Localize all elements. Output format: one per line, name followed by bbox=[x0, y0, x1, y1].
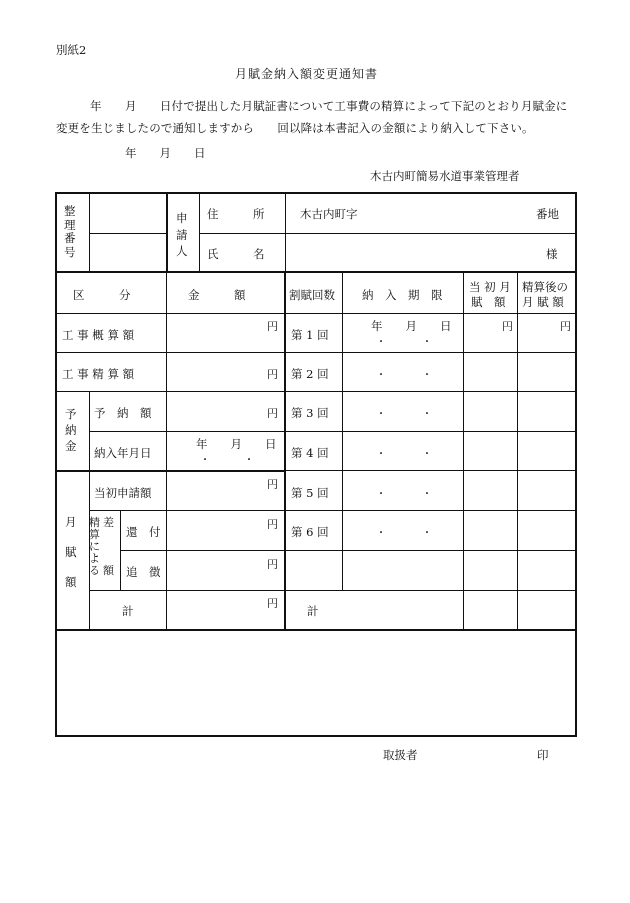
reference-number-label: 整 理 番 号 bbox=[64, 204, 76, 259]
header-installment-count: 割賦回数 bbox=[289, 288, 335, 302]
issuer-name: 木古内町簡易水道事業管理者 bbox=[370, 169, 520, 183]
address-suffix: 番地 bbox=[536, 207, 559, 221]
row-estimate-label: 工 事 概 算 額 bbox=[62, 328, 135, 342]
installment-5: 第 5 回 bbox=[291, 486, 329, 500]
header-initial-monthly-1: 当 初 月 bbox=[469, 280, 511, 294]
row-additional-label: 追 徴 bbox=[126, 565, 161, 579]
date-dot: ・ bbox=[422, 409, 432, 420]
header-amount: 金 額 bbox=[188, 288, 246, 302]
date-dot: ・ bbox=[422, 449, 432, 460]
date-dot: ・ bbox=[376, 489, 386, 500]
applicant-label: 申 請 人 bbox=[176, 211, 188, 259]
installment-6: 第 6 回 bbox=[291, 525, 329, 539]
row-settled-label: 工 事 精 算 額 bbox=[62, 367, 135, 381]
date-dot: ・ bbox=[422, 528, 432, 539]
body-paragraph-line1: 年 月 日付で提出した月賦証書について工事費の精算によって下記のとおり月賦金に bbox=[90, 99, 568, 113]
date-dot: ・ bbox=[200, 455, 210, 466]
yen-unit: 円 bbox=[267, 558, 278, 571]
header-initial-monthly-2: 賦 額 bbox=[471, 295, 506, 309]
installment-total: 計 bbox=[307, 604, 319, 618]
header-category: 区 分 bbox=[73, 288, 131, 302]
date-dot: ・ bbox=[422, 337, 432, 348]
yen-unit: 円 bbox=[267, 597, 278, 610]
name-suffix: 様 bbox=[546, 247, 558, 261]
row-payment-date-label: 納入年月日 bbox=[94, 446, 152, 460]
header-after-settle-1: 精算後の bbox=[522, 280, 568, 294]
yen-unit: 円 bbox=[267, 320, 278, 333]
date-dot: ・ bbox=[422, 370, 432, 381]
address-label: 住 所 bbox=[207, 207, 265, 221]
yen-unit: 円 bbox=[560, 320, 571, 333]
date-dot: ・ bbox=[376, 449, 386, 460]
payment-date-placeholder: 年 月 日 bbox=[196, 437, 277, 451]
row-refund-label: 還 付 bbox=[126, 525, 161, 539]
yen-unit: 円 bbox=[267, 518, 278, 531]
installment-3: 第 3 回 bbox=[291, 406, 329, 420]
date-dot: ・ bbox=[376, 337, 386, 348]
installment-1: 第 1 回 bbox=[291, 328, 329, 342]
due-date-placeholder: 年 月 日 bbox=[371, 319, 452, 333]
attachment-label: 別紙2 bbox=[56, 43, 87, 57]
yen-unit: 円 bbox=[267, 407, 278, 420]
installment-4: 第 4 回 bbox=[291, 446, 329, 460]
prepaid-group-label: 予 納 金 bbox=[65, 407, 77, 454]
yen-unit: 円 bbox=[267, 478, 278, 491]
row-total-label: 計 bbox=[122, 604, 134, 618]
diff-group-label-col2: 差 額 bbox=[103, 516, 114, 578]
row-prepaid-amount-label: 予 納 額 bbox=[94, 406, 152, 420]
date-dot: ・ bbox=[422, 489, 432, 500]
yen-unit: 円 bbox=[502, 320, 513, 333]
body-paragraph-line2: 変更を生じましたので通知しますから 回以降は本書記入の金額により納入して下さい。 bbox=[56, 121, 534, 135]
header-after-settle-2: 月 賦 額 bbox=[522, 295, 564, 309]
header-payment-due: 納 入 期 限 bbox=[362, 288, 443, 302]
date-dot: ・ bbox=[376, 370, 386, 381]
date-dot: ・ bbox=[376, 528, 386, 539]
date-dot: ・ bbox=[376, 409, 386, 420]
seal-mark: 印 bbox=[537, 748, 549, 762]
monthly-group-label: 月 賦 額 bbox=[65, 515, 77, 589]
document-title: 月賦金納入額変更通知書 bbox=[235, 67, 379, 81]
date-dot: ・ bbox=[244, 455, 254, 466]
diff-group-label-col1: 精 算 に よ る bbox=[89, 516, 100, 578]
row-initial-request-label: 当初申請額 bbox=[94, 486, 152, 500]
yen-unit: 円 bbox=[267, 368, 278, 381]
installment-2: 第 2 回 bbox=[291, 367, 329, 381]
address-value: 木古内町字 bbox=[300, 207, 358, 221]
handler-label: 取扱者 bbox=[383, 748, 418, 762]
issue-date: 年 月 日 bbox=[125, 146, 206, 160]
name-label: 氏 名 bbox=[207, 247, 265, 261]
